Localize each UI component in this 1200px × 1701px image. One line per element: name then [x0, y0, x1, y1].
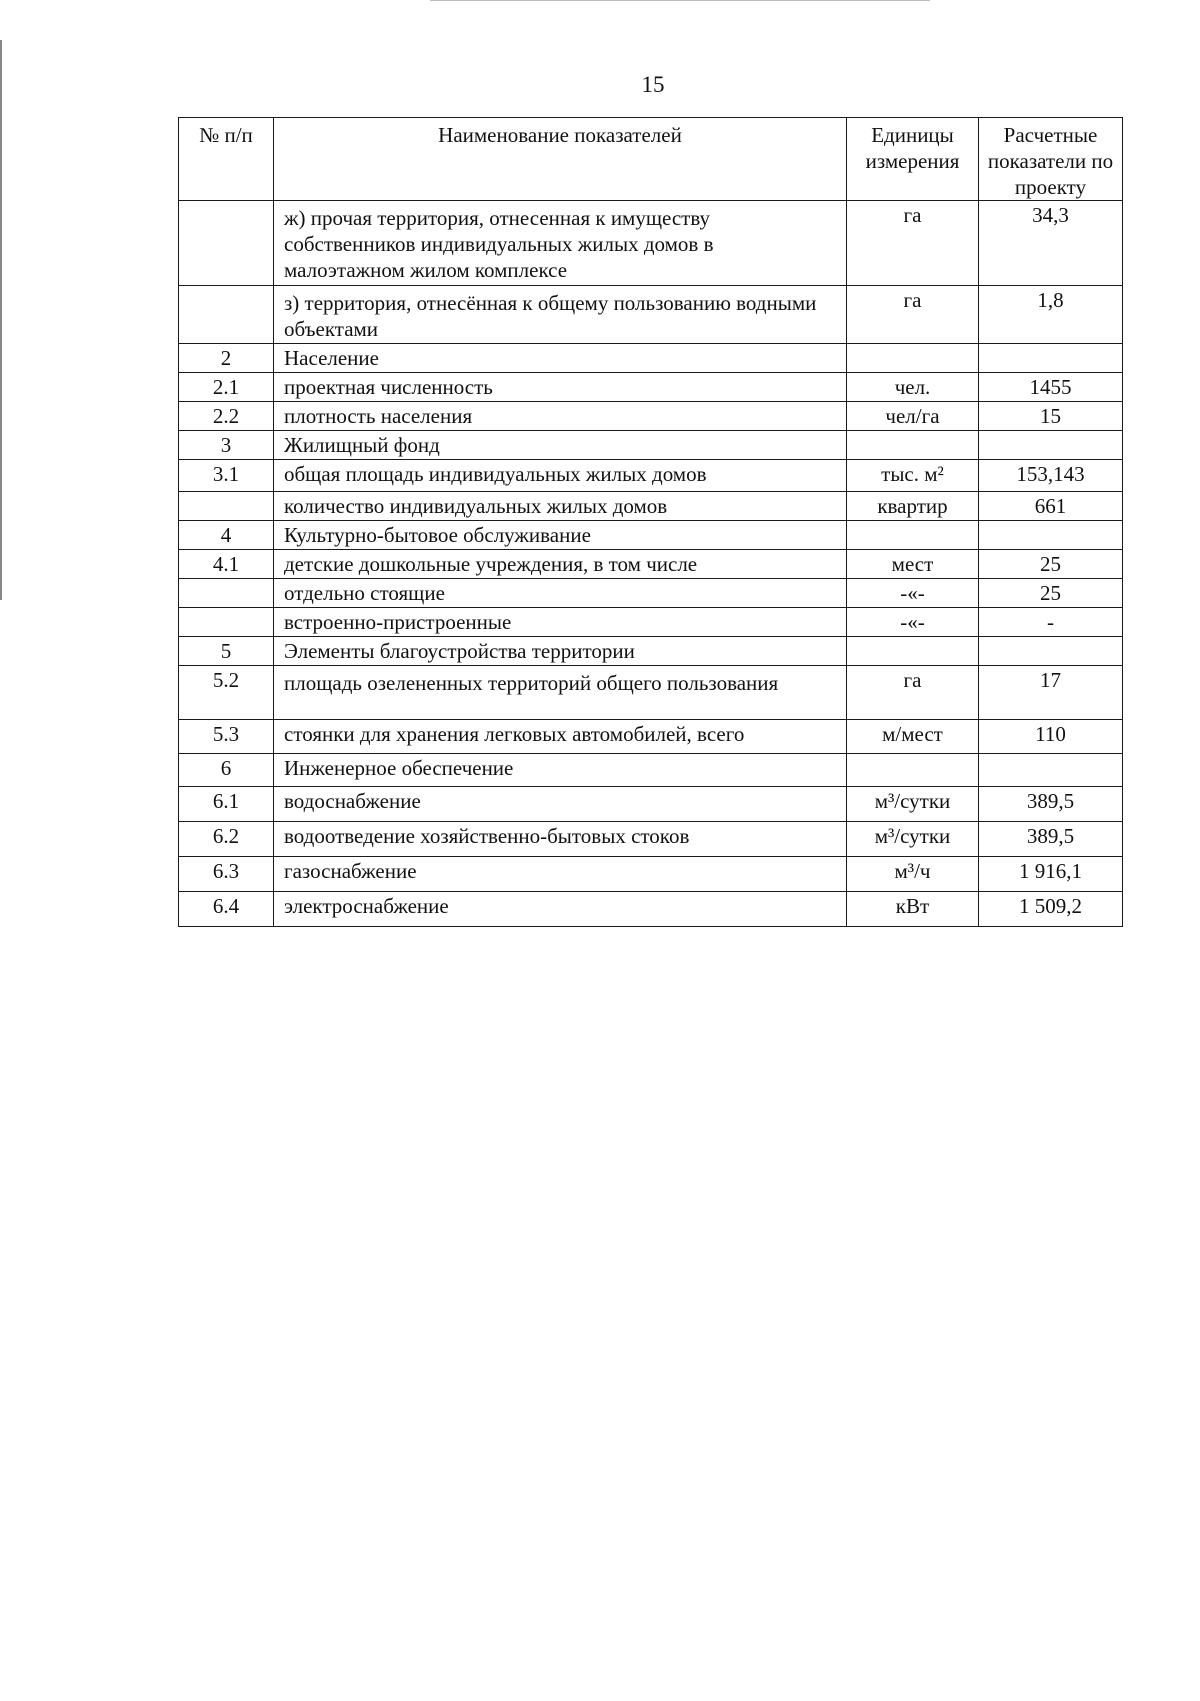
- cell-name: Инженерное обеспечение: [274, 754, 847, 787]
- cell-num: 4: [179, 521, 274, 550]
- cell-unit: га: [847, 286, 979, 344]
- cell-name: проектная численность: [274, 373, 847, 402]
- cell-name: Культурно-бытовое обслуживание: [274, 521, 847, 550]
- cell-value: 15: [979, 402, 1123, 431]
- table-row: [179, 492, 1123, 521]
- table-row: [179, 373, 1123, 402]
- cell-unit: [847, 754, 979, 787]
- cell-name: Население: [274, 344, 847, 373]
- page-number: 15: [641, 72, 665, 97]
- cell-value: 1 916,1: [979, 857, 1123, 892]
- cell-unit: га: [847, 201, 979, 286]
- cell-unit: кВт: [847, 892, 979, 927]
- cell-name: ж) прочая территория, отнесенная к имуществу собственников индивидуальных жилых домов в малоэтажном жилом комплексе: [274, 201, 847, 286]
- cell-value: 1 509,2: [979, 892, 1123, 927]
- cell-unit: [847, 521, 979, 550]
- cell-num: 6.4: [179, 892, 274, 927]
- table-body: [179, 201, 1123, 927]
- table-row: [179, 402, 1123, 431]
- table-row: [179, 521, 1123, 550]
- indicators-table-container: [178, 117, 1122, 927]
- cell-unit: -«-: [847, 608, 979, 637]
- cell-value: [979, 754, 1123, 787]
- table-row: [179, 787, 1123, 822]
- cell-value: 25: [979, 550, 1123, 579]
- cell-name: отдельно стоящие: [274, 579, 847, 608]
- cell-num: 6.3: [179, 857, 274, 892]
- cell-num: 3.1: [179, 460, 274, 492]
- cell-value: 1,8: [979, 286, 1123, 344]
- table-row: [179, 608, 1123, 637]
- cell-value: [979, 521, 1123, 550]
- cell-unit: тыс. м²: [847, 460, 979, 492]
- header-num: № п/п: [179, 118, 274, 201]
- table-row: [179, 822, 1123, 857]
- cell-num: 6.2: [179, 822, 274, 857]
- cell-value: 389,5: [979, 787, 1123, 822]
- cell-value: 153,143: [979, 460, 1123, 492]
- cell-num: 2.2: [179, 402, 274, 431]
- cell-value: [979, 344, 1123, 373]
- cell-num: [179, 492, 274, 521]
- cell-unit: м³/ч: [847, 857, 979, 892]
- table-row: [179, 666, 1123, 720]
- table-row: [179, 550, 1123, 579]
- cell-name: водоотведение хозяйственно-бытовых стоков: [274, 822, 847, 857]
- cell-name: Жилищный фонд: [274, 431, 847, 460]
- cell-num: 6.1: [179, 787, 274, 822]
- cell-unit: чел/га: [847, 402, 979, 431]
- cell-name: Элементы благоустройства территории: [274, 637, 847, 666]
- cell-num: 4.1: [179, 550, 274, 579]
- cell-num: 3: [179, 431, 274, 460]
- indicators-table: [178, 117, 1123, 927]
- table-row: [179, 460, 1123, 492]
- table-header-row: [179, 118, 1123, 201]
- cell-unit: чел.: [847, 373, 979, 402]
- cell-num: 2: [179, 344, 274, 373]
- cell-value: 661: [979, 492, 1123, 521]
- table-row: [179, 637, 1123, 666]
- table-row: [179, 892, 1123, 927]
- table-row: [179, 579, 1123, 608]
- cell-name: количество индивидуальных жилых домов: [274, 492, 847, 521]
- cell-unit: квартир: [847, 492, 979, 521]
- cell-unit: м³/сутки: [847, 787, 979, 822]
- table-row: [179, 431, 1123, 460]
- cell-value: 25: [979, 579, 1123, 608]
- header-unit: Единицы измерения: [847, 118, 979, 201]
- cell-num: [179, 286, 274, 344]
- cell-num: [179, 201, 274, 286]
- table-row: [179, 201, 1123, 286]
- cell-name: детские дошкольные учреждения, в том числе: [274, 550, 847, 579]
- cell-unit: [847, 431, 979, 460]
- cell-value: [979, 637, 1123, 666]
- table-row: [179, 857, 1123, 892]
- cell-num: 5.3: [179, 720, 274, 754]
- cell-value: 1455: [979, 373, 1123, 402]
- cell-num: 2.1: [179, 373, 274, 402]
- table-row: [179, 720, 1123, 754]
- cell-unit: -«-: [847, 579, 979, 608]
- table-row: [179, 754, 1123, 787]
- cell-num: 6: [179, 754, 274, 787]
- cell-unit: м³/сутки: [847, 822, 979, 857]
- table-row: [179, 286, 1123, 344]
- scan-artifact-left: [0, 40, 2, 600]
- cell-value: 110: [979, 720, 1123, 754]
- cell-unit: [847, 637, 979, 666]
- cell-num: [179, 608, 274, 637]
- cell-name: стоянки для хранения легковых автомобилей, всего: [274, 720, 847, 754]
- cell-name: водоснабжение: [274, 787, 847, 822]
- cell-unit: га: [847, 666, 979, 720]
- cell-name: газоснабжение: [274, 857, 847, 892]
- cell-name: электроснабжение: [274, 892, 847, 927]
- cell-name: общая площадь индивидуальных жилых домов: [274, 460, 847, 492]
- header-name: Наименование показателей: [274, 118, 847, 201]
- cell-num: [179, 579, 274, 608]
- cell-num: 5.2: [179, 666, 274, 720]
- cell-unit: м/мест: [847, 720, 979, 754]
- cell-name: плотность населения: [274, 402, 847, 431]
- cell-name: площадь озелененных территорий общего пользования: [274, 666, 847, 720]
- scan-artifact-top: [430, 0, 930, 1]
- cell-value: 34,3: [979, 201, 1123, 286]
- cell-name: з) территория, отнесённая к общему пользованию водными объектами: [274, 286, 847, 344]
- cell-value: 17: [979, 666, 1123, 720]
- cell-num: 5: [179, 637, 274, 666]
- cell-value: -: [979, 608, 1123, 637]
- cell-value: [979, 431, 1123, 460]
- cell-unit: мест: [847, 550, 979, 579]
- cell-value: 389,5: [979, 822, 1123, 857]
- cell-name: встроенно-пристроенные: [274, 608, 847, 637]
- cell-unit: [847, 344, 979, 373]
- table-row: [179, 344, 1123, 373]
- header-value: Расчетные показатели по проекту: [979, 118, 1123, 201]
